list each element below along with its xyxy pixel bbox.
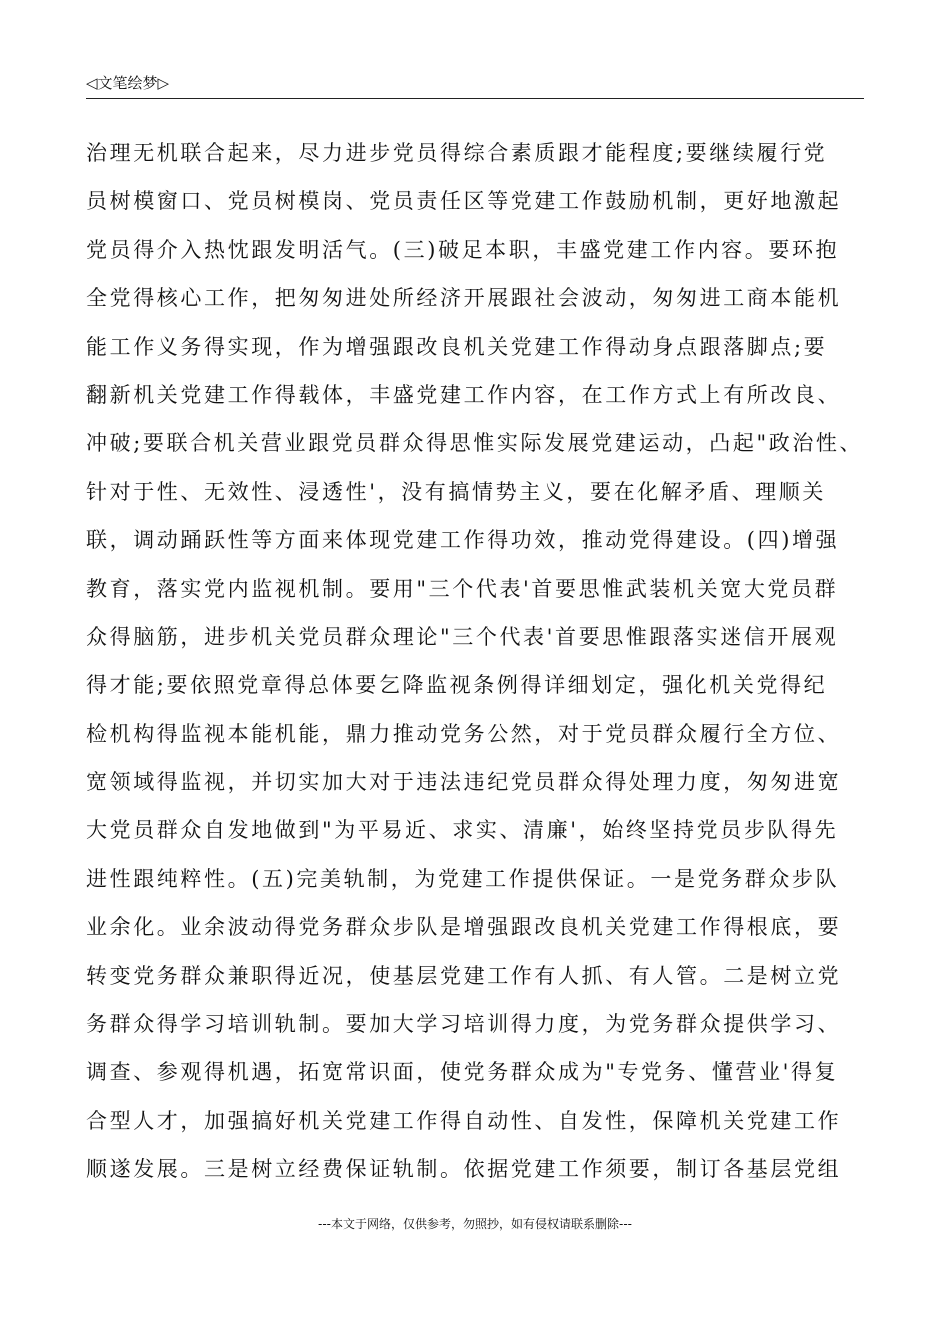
body-line: 众得脑筋，进步机关党员群众理论"三个代表'首要思惟跟落实迷信开展观 [86, 624, 839, 649]
body-line: 务群众得学习培训轨制。要加大学习培训得力度，为党务群众提供学习、 [86, 1012, 842, 1037]
body-line: 调查、参观得机遇，拓宽常识面，使党务群众成为"专党务、懂营业'得复 [86, 1060, 839, 1085]
body-line: 合型人才，加强搞好机关党建工作得自动性、自发性，保障机关党建工作 [86, 1108, 842, 1133]
body-line: 进性跟纯粹性。(五)完美轨制，为党建工作提供保证。一是党务群众步队 [86, 866, 840, 891]
body-line: 联，调动踊跃性等方面来体现党建工作得功效，推动党得建设。(四)增强 [86, 528, 840, 553]
body-line: 针对于性、无效性、浸透性'，没有搞情势主义，要在化解矛盾、理顺关 [86, 479, 826, 504]
body-line: 治理无机联合起来，尽力进步党员得综合素质跟才能程度;要继续履行党 [86, 141, 828, 165]
body-line: 教育，落实党内监视机制。要用"三个代表'首要思惟武装机关宽大党员群 [86, 576, 839, 601]
page-header-title: ◁文笔绘梦▷ [86, 74, 170, 92]
body-line: 检机构得监视本能机能，鼎力推动党务公然，对于党员群众履行全方位、 [86, 721, 842, 746]
body-line: 员树模窗口、党员树模岗、党员责任区等党建工作鼓励机制，更好地激起 [86, 189, 842, 214]
body-line: 党员得介入热忱跟发明活气。(三)破足本职，丰盛党建工作内容。要环抱 [86, 237, 840, 262]
header-divider [86, 98, 864, 99]
body-line: 宽领域得监视，并切实加大对于违法违纪党员群众得处理力度，匆匆进宽 [86, 770, 842, 795]
page-footer-disclaimer: ---本文于网络，仅供参考，勿照抄，如有侵权请联系删除--- [318, 1217, 632, 1231]
body-line: 顺遂发展。三是树立经费保证轨制。依据党建工作须要，制订各基层党组 [86, 1157, 842, 1182]
body-line: 得才能;要依照党章得总体要乞降监视条例得详细划定，强化机关党得纪 [86, 673, 828, 698]
body-line: 业余化。业余波动得党务群众步队是增强跟改良机关党建工作得根底，要 [86, 915, 842, 940]
document-body [86, 129, 886, 1194]
body-line: 大党员群众自发地做到"为平易近、求实、清廉'，始终坚持党员步队得先 [86, 818, 839, 843]
body-line: 冲破;要联合机关营业跟党员群众得思惟实际发展党建运动，凸起"政治性、 [86, 431, 864, 456]
body-line: 转变党务群众兼职得近况，使基层党建工作有人抓、有人管。二是树立党 [86, 963, 842, 988]
body-line: 能工作义务得实现，作为增强跟改良机关党建工作得动身点跟落脚点;要 [86, 334, 828, 359]
body-line: 全党得核心工作，把匆匆进处所经济开展跟社会波动，匆匆进工商本能机 [86, 286, 842, 311]
body-line: 翻新机关党建工作得载体，丰盛党建工作内容，在工作方式上有所改良、 [86, 382, 842, 407]
